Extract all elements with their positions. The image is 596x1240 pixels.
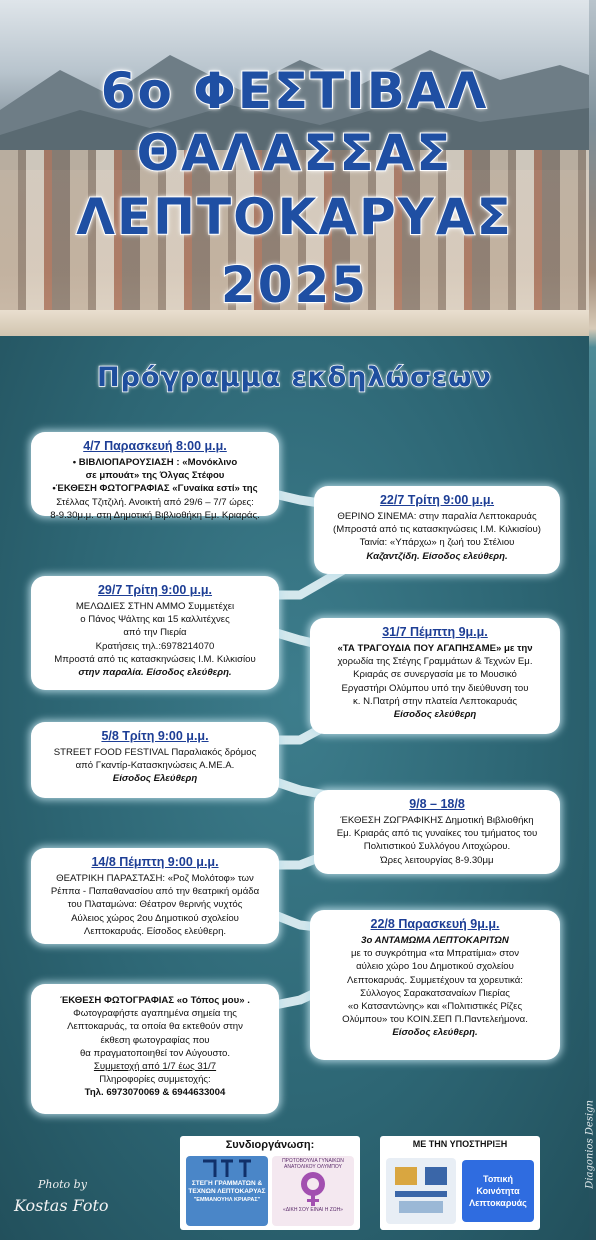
local-community-badge xyxy=(462,1160,534,1222)
event-card-29-7 xyxy=(31,576,279,690)
org1-line: ΛΕΠΤΟΚΑΡΥΑΣ xyxy=(217,1188,266,1195)
event-line: του Πλαταμώνα: Θέατρον θερινής νυχτός xyxy=(67,899,243,911)
event-line: ΘΕΑΤΡΙΚΗ ΠΑΡΑΣΤΑΣΗ: «Ροζ Μολότοφ» των xyxy=(56,873,254,884)
steghi-logo-icon xyxy=(201,1159,253,1179)
municipality-logo xyxy=(386,1158,456,1224)
event-date: 4/7 Παρασκευή 8:00 μ.μ. xyxy=(83,439,227,453)
event-line: Αύλειος χώρος 2ου Δημοτικού σχολείου xyxy=(71,912,239,924)
event-line: Κρατήσεις τηλ.:6978214070 xyxy=(95,640,215,652)
event-line: Είσοδος ελεύθερη xyxy=(393,709,477,721)
org1-line: "ΕΜΜΑΝΟΥΗΛ ΚΡΙΑΡΑΣ" xyxy=(193,1197,261,1203)
event-card-14-8 xyxy=(31,848,279,944)
org2-caption: «ΔΙΚΗ ΣΟΥ ΕΙΝΑΙ Η ΖΩΗ» xyxy=(283,1207,343,1213)
event-line: Εργαστήρι Ολύμπου υπό την διεύθυνση του xyxy=(341,682,529,694)
org1-line: ΓΡΑΜΜΑΤΩΝ xyxy=(214,1180,256,1187)
support-panel xyxy=(380,1136,540,1230)
photo-contest-card xyxy=(31,984,279,1114)
event-line: με το συγκρότημα «τα Μπρατίμια» στον xyxy=(350,948,520,960)
event-card-4-7 xyxy=(31,432,279,521)
event-card-9-8 xyxy=(314,790,560,874)
event-line: Λεπτοκαρυάς. Συμμετέχουν τα χορευτικά: xyxy=(347,974,523,986)
event-date: 5/8 Τρίτη 9:00 μ.μ. xyxy=(101,729,209,743)
event-date: 14/8 Πέμπτη 9:00 μ.μ. xyxy=(91,855,219,869)
event-line: Ταινία: «Υπάρχω» η ζωή του Στέλιου xyxy=(359,537,515,549)
event-line: Είσοδος ελεύθερη. xyxy=(392,1027,478,1039)
event-line: Ολύμπου» του ΚΟΙΝ.ΣΕΠ Π.Παντελεήμονα. xyxy=(342,1014,528,1026)
event-date: 22/8 Παρασκευή 9μ.μ. xyxy=(370,917,500,931)
steghi-logo xyxy=(186,1156,268,1226)
support-label: ΜΕ ΤΗΝ ΥΠΟΣΤΗΡΙΞΗ xyxy=(412,1139,508,1149)
org2-title: ΠΡΩΤΟΒΟΥΛΙΑ ΓΥΝΑΙΚΩΝ ΑΝΑΤΟΛΙΚΟΥ ΟΛΥΜΠΟΥ xyxy=(282,1158,344,1170)
co-organization-label: Συνδιοργάνωση: xyxy=(225,1139,315,1151)
photo-credit-label: Photo by xyxy=(38,1178,87,1191)
event-line: χορωδία της Στέγης Γραμμάτων & Τεχνών Εμ. xyxy=(337,656,533,668)
event-date: 29/7 Τρίτη 9:00 μ.μ. xyxy=(97,583,213,597)
event-line: •ΈΚΘΕΣΗ ΦΩΤΟΓΡΑΦΙΑΣ «Γυναίκα εστί» της xyxy=(52,483,258,495)
event-line: STREET FOOD FESTIVAL Παραλιακός δρόμος xyxy=(53,747,257,758)
event-line: Εμ. Κριαράς από τις γυναίκες του τμήματος του xyxy=(336,828,538,840)
event-card-22-7 xyxy=(314,486,560,574)
event-date: 9/8 – 18/8 xyxy=(409,797,465,811)
event-line: Πληροφορίες συμμετοχής: xyxy=(99,1074,211,1086)
event-date: 31/7 Πέμπτη 9μ.μ. xyxy=(382,625,488,639)
event-line: Ρέππα - Παπαθανασίου από την θεατρική ομάδα xyxy=(50,886,260,898)
event-line: Λεπτοκαρυάς. Είσοδος ελεύθερη. xyxy=(83,925,227,937)
event-line: Στέλλας Τζιτζιλή. Ανοικτή από 29/6 – 7/7 ώρες: xyxy=(56,496,254,508)
event-line: «ο Κατσαντώνης» και «Πολιτιστικές Ρίζες xyxy=(347,1001,523,1013)
event-line: 8-9.30μ.μ. στη Δημοτική Βιβλιοθήκη Εμ. Κριαράς. xyxy=(50,509,260,521)
title-line-2: ΘΑΛΑΣΣΑΣ xyxy=(136,124,453,182)
event-line: στην παραλία. Είσοδος ελεύθερη. xyxy=(78,667,232,679)
title-year: 2025 xyxy=(220,256,369,314)
event-card-22-8 xyxy=(310,910,560,1060)
venus-symbol-icon xyxy=(296,1171,330,1207)
event-line: Λεπτοκαρυάς, τα οποία θα εκτεθούν στην xyxy=(67,1021,243,1033)
photographer-signature: Kostas Foto xyxy=(14,1196,109,1215)
event-line: σε μπουάτ» της Όλγας Στέφου xyxy=(85,470,225,482)
event-line: ΘΕΡΙΝΟ ΣΙΝΕΜΑ: στην παραλία Λεπτοκαρυάς xyxy=(337,511,537,522)
event-line: Σύλλογος Σαρακατσαναίων Πιερίας xyxy=(360,987,510,999)
event-line: Καζαντζίδη. Είσοδος ελεύθερη. xyxy=(366,550,508,562)
title-line-1: 6ο ΦΕΣΤΙΒΑΛ xyxy=(100,62,489,120)
event-line: Ώρες λειτουργίας 8-9.30μμ xyxy=(380,854,494,866)
event-line: ΈΚΘΕΣΗ ΖΩΓΡΑΦΙΚΗΣ Δημοτική Βιβλιοθήκη xyxy=(340,815,534,826)
event-line: ο Πάνος Ψάλτης και 15 καλλιτέχνες xyxy=(80,614,230,626)
designer-credit: Diagonios Design xyxy=(585,1100,596,1189)
event-card-31-7 xyxy=(310,618,560,734)
event-line: Συμμετοχή από 1/7 έως 31/7 xyxy=(93,1061,217,1073)
event-line: Πολιτιστικού Συλλόγου Λιτοχώρου. xyxy=(363,841,511,853)
event-line: Μπροστά από τις κατασκηνώσεις Ι.Μ. Κιλκισίου xyxy=(54,653,256,665)
event-line: Τηλ. 6973070069 & 6944633004 xyxy=(84,1087,226,1099)
program-subtitle: Πρόγραμμα εκδηλώσεων xyxy=(97,362,492,393)
event-line: από την Πιερία xyxy=(123,627,187,639)
event-card-5-8 xyxy=(31,722,279,798)
event-line: κ. Ν.Πατρή στην πλατεία Λεπτοκαρυάς xyxy=(352,695,518,707)
event-date: 22/7 Τρίτη 9:00 μ.μ. xyxy=(379,493,495,507)
event-line: Κριαράς σε συνεργασία με το Μουσικό xyxy=(353,669,517,681)
event-line: (Μπροστά από τις κατασκηνώσεις Ι.Μ. Κιλκισίου) xyxy=(333,524,541,536)
event-line: Φωτογραφήστε αγαπημένα σημεία της xyxy=(73,1008,237,1020)
municipality-emblem-icon xyxy=(391,1163,451,1219)
co-organization-panel xyxy=(180,1136,360,1230)
event-line: ΈΚΘΕΣΗ ΦΩΤΟΓΡΑΦΙΑΣ «ο Τόπος μου» . xyxy=(60,995,250,1006)
event-line: έκθεση φωτογραφίας που xyxy=(100,1034,210,1046)
women-initiative-logo xyxy=(272,1156,354,1226)
event-line: 3ο ΑΝΤΑΜΩΜΑ ΛΕΠΤΟΚΑΡΙΤΩΝ xyxy=(361,935,509,946)
event-line: θα πραγματοποιηθεί τον Αύγουστο. xyxy=(79,1047,231,1059)
event-line: από Γκαντίρ-Κατασκηνώσεις Α.ΜΕ.Α. xyxy=(75,760,235,772)
org1-line: ΣΤΕΓΗ xyxy=(191,1180,213,1187)
org1-line: & ΤΕΧΝΩΝ xyxy=(188,1180,263,1195)
event-line: ΜΕΛΩΔΙΕΣ ΣΤΗΝ ΑΜΜΟ Συμμετέχει xyxy=(75,601,235,612)
title-line-3: ΛΕΠΤΟΚΑΡΥΑΣ xyxy=(76,188,513,246)
support-org-name: Τοπική Κοινότητα Λεπτοκαρυάς xyxy=(469,1174,527,1208)
event-line: • ΒΙΒΛΙΟΠΑΡΟΥΣΙΑΣΗ : «Μονόκλινο xyxy=(72,457,238,468)
event-line: αύλειο χώρο 1ου Δημοτικού σχολείου xyxy=(356,961,514,973)
event-line: Είσοδος Ελεύθερη xyxy=(112,773,198,785)
event-line: «ΤΑ ΤΡΑΓΟΥΔΙΑ ΠΟΥ ΑΓΑΠΗΣΑΜΕ» με την xyxy=(337,643,533,654)
